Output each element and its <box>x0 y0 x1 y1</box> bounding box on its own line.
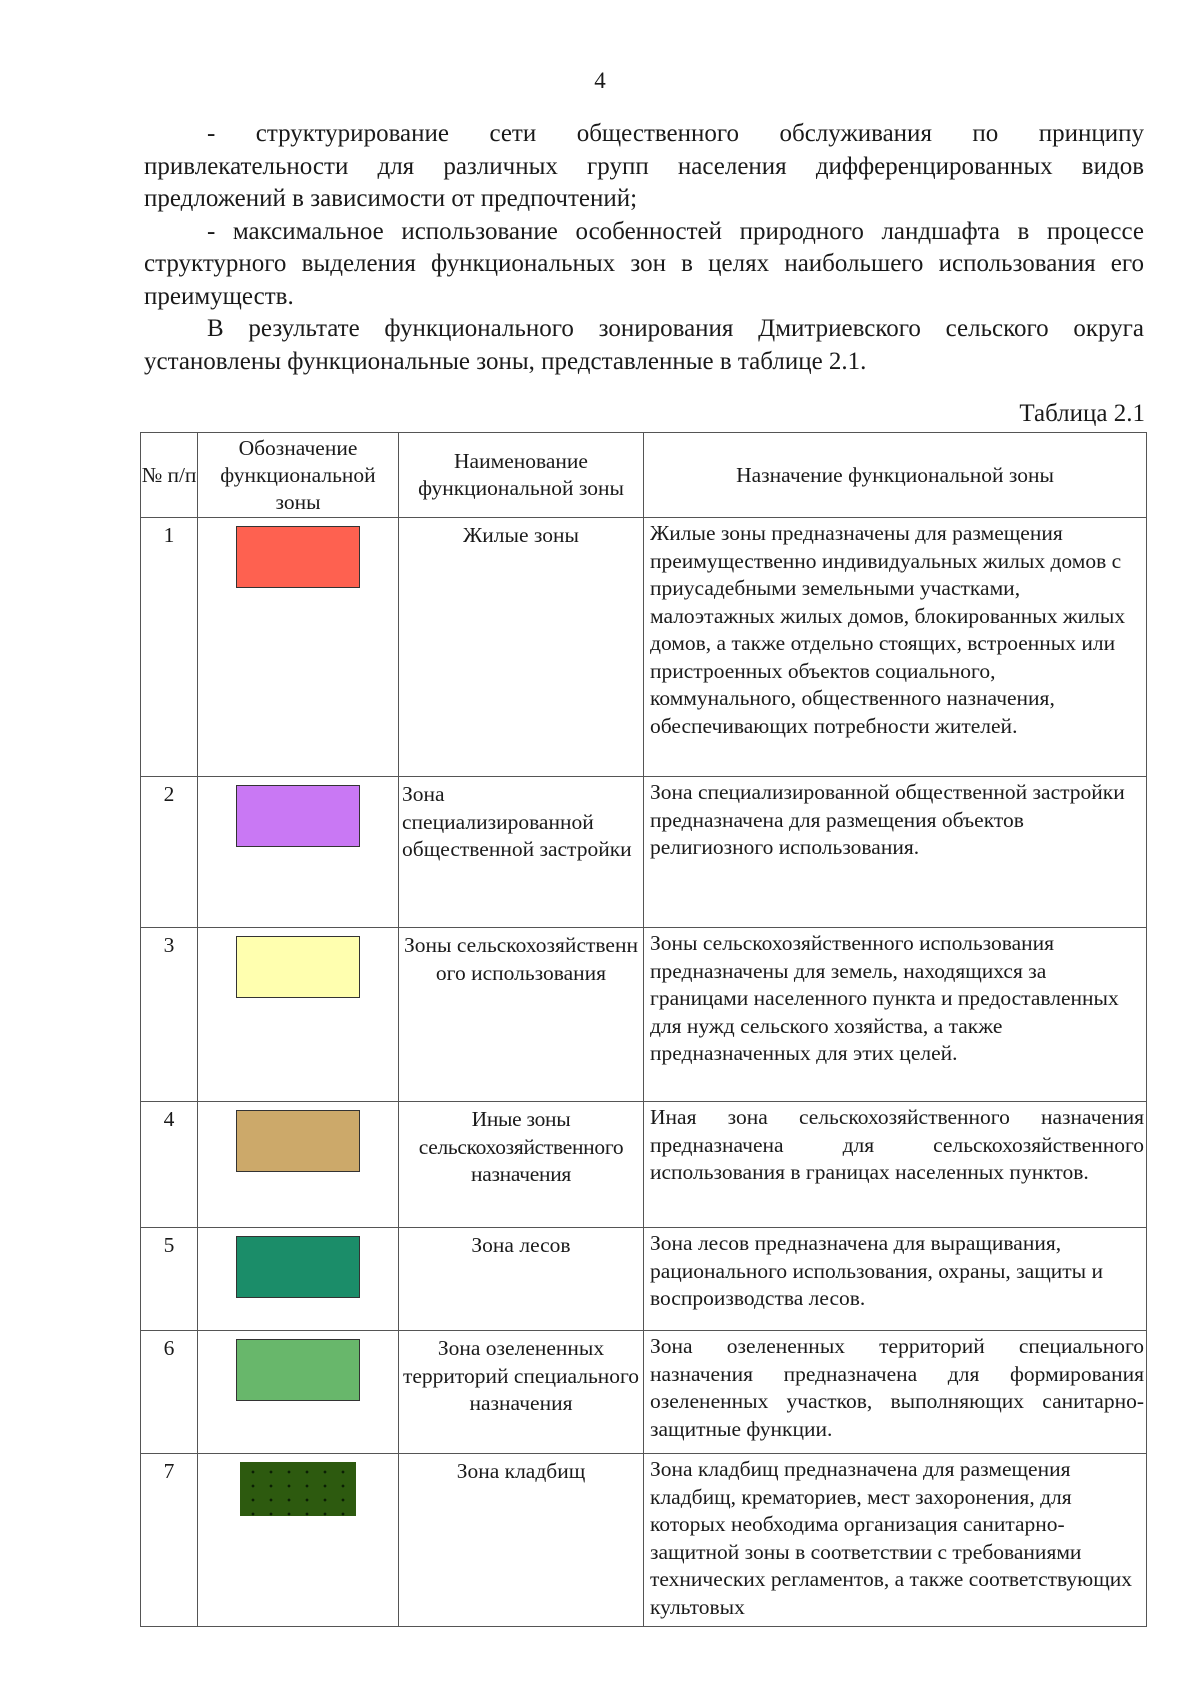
zone-name: Зона специализированной общественной застройки <box>399 777 644 928</box>
zone-name: Иные зоны сельскохозяйственного назначения <box>399 1102 644 1228</box>
zone-description: Зона лесов предназначена для выращивания, рационального использования, охраны, защиты и воспроизводства лесов. <box>644 1228 1147 1331</box>
zone-description: Зона специализированной общественной застройки предназначена для размещения объектов религиозного использования. <box>644 777 1147 928</box>
zone-symbol-cell <box>198 1102 399 1228</box>
table-row <box>141 1331 1147 1454</box>
paragraph-landscape: - максимальное использование особенностей природного ландшафта в процессе структурного выделения функциональных зон в целях наибольшего использования его преимуществ. <box>144 217 1144 310</box>
table-row <box>141 777 1147 928</box>
paragraph-zoning-result: В результате функционального зонирования Дмитриевского сельского округа установлены функциональные зоны, представленные в таблице 2.1. <box>144 315 1144 375</box>
zone-color-swatch <box>236 1339 360 1401</box>
table-header-row <box>141 433 1147 518</box>
header-name: Наименование функциональной зоны <box>399 433 644 518</box>
row-number: 1 <box>141 518 198 777</box>
header-purpose: Назначение функциональной зоны <box>644 433 1147 518</box>
header-num: № п/п <box>141 433 198 518</box>
paragraph-service-network: - структурирование сети общественного обслуживания по принципу привлекательности для различных групп населения дифференцированных видов предложений в зависимости от предпочтений; <box>144 120 1144 212</box>
zone-description: Жилые зоны предназначены для размещения преимущественно индивидуальных жилых домов с приусадебными земельными участками, малоэтажных жилых домов, блокированных жилых домов, а также отдельно стоящих, встроенных или пристроенных объектов социального, коммунального, общественного назначения, обеспечивающих потребности жителей. <box>644 518 1147 777</box>
zone-name: Жилые зоны <box>399 518 644 777</box>
body-text <box>144 118 1144 378</box>
table-row <box>141 928 1147 1102</box>
page-number: 4 <box>594 68 606 93</box>
zone-pattern-swatch <box>240 1462 356 1516</box>
zone-color-swatch <box>236 1236 360 1298</box>
zone-name: Зона озелененных территорий специального назначения <box>399 1331 644 1454</box>
row-number: 3 <box>141 928 198 1102</box>
functional-zones-table <box>140 432 1147 1627</box>
zone-description: Иная зона сельскохозяйственного назначения предназначена для сельскохозяйственного использования в границах населенных пунктов. <box>644 1102 1147 1228</box>
zone-symbol-cell <box>198 1228 399 1331</box>
zone-description: Зона кладбищ предназначена для размещения кладбищ, крематориев, мест захоронения, для которых необходима организация санитарно-защитной зоны в соответствии с требованиями технических регламентов, а также соответствующих культовых <box>644 1454 1147 1627</box>
zone-symbol-cell <box>198 777 399 928</box>
row-number: 7 <box>141 1454 198 1627</box>
zone-color-swatch <box>236 785 360 847</box>
zone-color-swatch <box>236 936 360 998</box>
row-number: 6 <box>141 1331 198 1454</box>
zone-description: Зона озелененных территорий специального назначения предназначена для формирования озелененных участков, выполняющих санитарно-защитные функции. <box>644 1331 1147 1454</box>
zone-description: Зоны сельскохозяйственного использования предназначены для земель, находящихся за границами населенного пункта и предоставленных для нужд сельского хозяйства, а также предназначенных для этих целей. <box>644 928 1147 1102</box>
table-row <box>141 1228 1147 1331</box>
row-number: 2 <box>141 777 198 928</box>
table-row <box>141 1102 1147 1228</box>
row-number: 4 <box>141 1102 198 1228</box>
zone-name: Зоны сельскохозяйственного использования <box>399 928 644 1102</box>
row-number: 5 <box>141 1228 198 1331</box>
table-caption: Таблица 2.1 <box>1019 400 1145 427</box>
table-row <box>141 1454 1147 1627</box>
zone-color-swatch <box>236 526 360 588</box>
table-row <box>141 518 1147 777</box>
zone-symbol-cell <box>198 928 399 1102</box>
zone-color-swatch <box>236 1110 360 1172</box>
zone-name: Зона лесов <box>399 1228 644 1331</box>
header-symbol: Обозначение функциональной зоны <box>198 433 399 518</box>
zone-symbol-cell <box>198 518 399 777</box>
zone-name: Зона кладбищ <box>399 1454 644 1627</box>
zone-symbol-cell <box>198 1331 399 1454</box>
zone-symbol-cell <box>198 1454 399 1627</box>
